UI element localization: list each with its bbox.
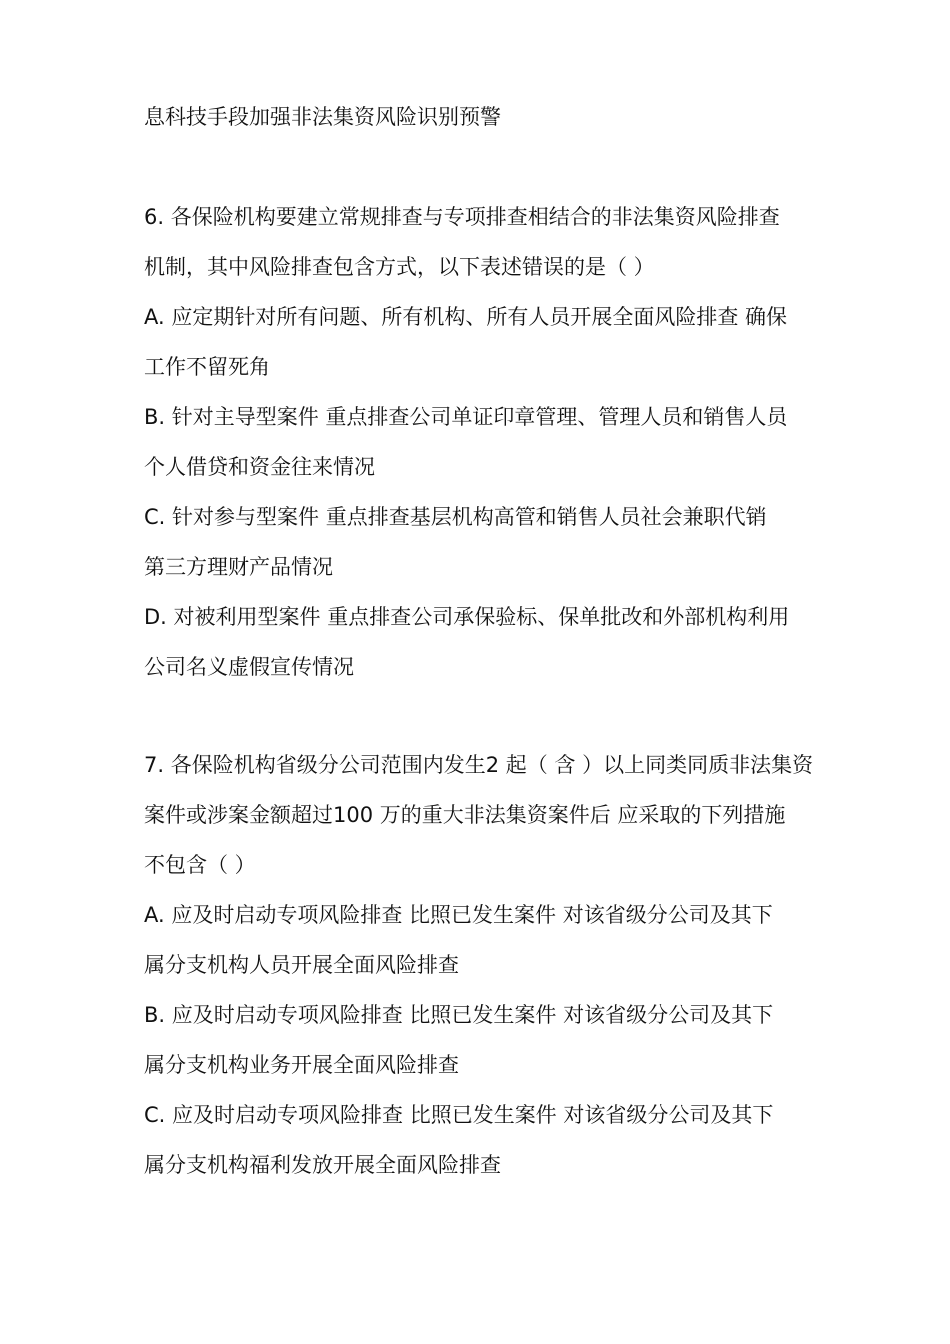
question-7-option-b-line-1: B. 应及时启动专项风险排查 比照已发生案件 对该省级分公司及其下: [144, 1003, 774, 1027]
question-6-option-c-line-2: 第三方理财产品情况: [144, 555, 333, 579]
question-7-stem-line-2: 案件或涉案金额超过100 万的重大非法集资案件后 应采取的下列措施: [144, 803, 786, 827]
question-6-option-a-line-1: A. 应定期针对所有问题、所有机构、所有人员开展全面风险排查 确保: [144, 305, 788, 329]
question-6-option-c-line-1: C. 针对参与型案件 重点排查基层机构高管和销售人员社会兼职代销: [144, 505, 767, 529]
question-7-option-b-line-2: 属分支机构业务开展全面风险排查: [144, 1053, 459, 1077]
intro-text-line: 息科技手段加强非法集资风险识别预警: [144, 105, 501, 129]
question-6-option-d-line-2: 公司名义虚假宣传情况: [144, 655, 354, 679]
question-6-stem-line-2: 机制，其中风险排查包含方式，以下表述错误的是（ ）: [144, 255, 655, 279]
question-7-option-a-line-1: A. 应及时启动专项风险排查 比照已发生案件 对该省级分公司及其下: [144, 903, 773, 927]
question-7-stem-line-3: 不包含（ ）: [144, 853, 256, 877]
question-7-option-a-line-2: 属分支机构人员开展全面风险排查: [144, 953, 459, 977]
question-6-option-b-line-1: B. 针对主导型案件 重点排查公司单证印章管理、管理人员和销售人员: [144, 405, 788, 429]
question-6-option-a-line-2: 工作不留死角: [144, 355, 270, 379]
question-7-stem-line-1: 7. 各保险机构省级分公司范围内发生2 起（ 含 ）以上同类同质非法集资: [144, 753, 814, 777]
question-7-option-c-line-2: 属分支机构福利发放开展全面风险排查: [144, 1153, 501, 1177]
question-6-option-b-line-2: 个人借贷和资金往来情况: [144, 455, 375, 479]
question-6-stem-line-1: 6. 各保险机构要建立常规排查与专项排查相结合的非法集资风险排查: [144, 205, 780, 229]
question-6-option-d-line-1: D. 对被利用型案件 重点排查公司承保验标、保单批改和外部机构利用: [144, 605, 790, 629]
question-7-option-c-line-1: C. 应及时启动专项风险排查 比照已发生案件 对该省级分公司及其下: [144, 1103, 774, 1127]
